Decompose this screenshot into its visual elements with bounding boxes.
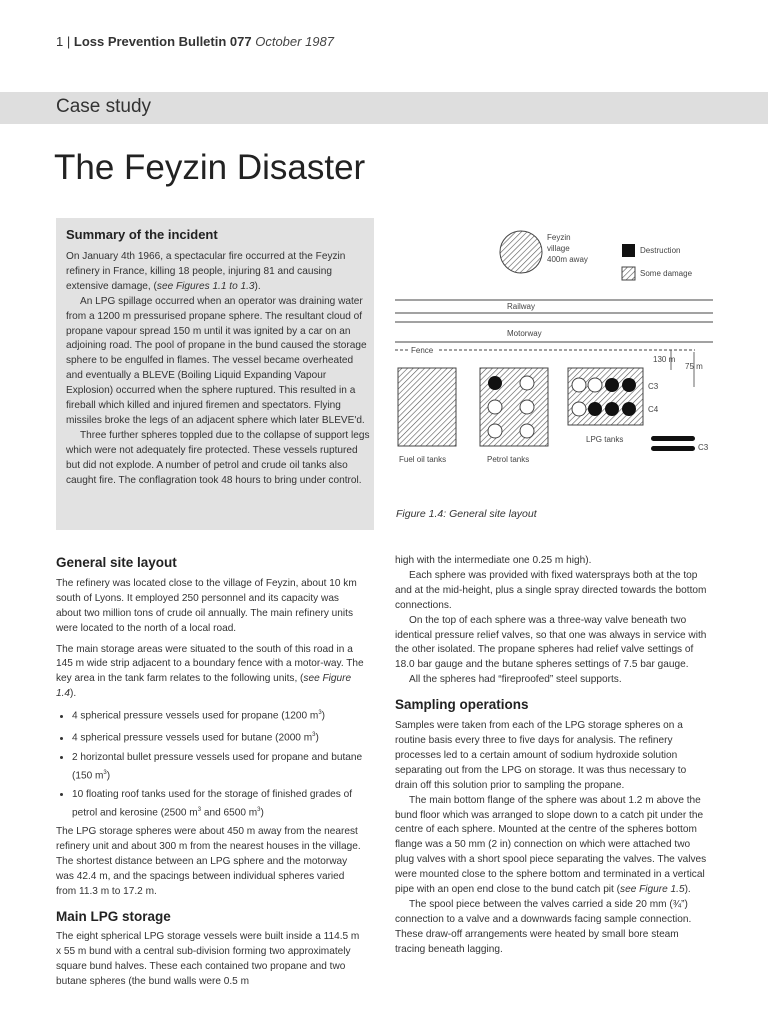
village-label: village (547, 244, 570, 253)
list-item-text: ) (321, 710, 326, 722)
list-item (72, 751, 366, 784)
feyzin-village-marker (500, 231, 542, 273)
fence-label: Fence (411, 346, 434, 355)
row-c4-label: C4 (648, 405, 659, 414)
list-item-text: 4 spherical pressure vessels used for propane (1200 m (72, 710, 319, 722)
legend-damage-swatch (622, 267, 635, 280)
section-heading: Main LPG storage (56, 908, 171, 924)
superscript: 3 (103, 769, 107, 776)
lpg-sphere (588, 378, 602, 392)
list-item-text: ) (260, 807, 264, 819)
petrol-tank-destroyed (488, 376, 502, 390)
legend-destruction-label: Destruction (640, 246, 681, 255)
lpg-sphere (572, 402, 586, 416)
storage-units-list (56, 706, 366, 821)
bullet-c3-label: C3 (698, 443, 709, 452)
summary-body (66, 250, 370, 489)
body-paragraph: high with the intermediate one 0.25 m high). (395, 555, 592, 566)
row-c3-label: C3 (648, 382, 659, 391)
legend-destruction-swatch (622, 244, 635, 257)
superscript: 3 (197, 806, 202, 813)
figure-reference: see Figures 1.1 to 1.3 (156, 280, 255, 292)
legend-damage-label: Some damage (640, 269, 693, 278)
body-paragraph (395, 794, 707, 898)
figure-caption: Figure 1.4: General site layout (396, 508, 537, 520)
summary-paragraph: Three further spheres toppled due to the collapse of support legs which were not adequately fire protected. These vessels ruptured but did not explode. A number of petrol and crude oil tanks also caught fire. The conflagration took 48 hours to bring under control. (66, 429, 370, 486)
railway-label: Railway (507, 302, 536, 311)
bullet-vessel (651, 436, 695, 441)
lpg-sphere-destroyed (622, 402, 636, 416)
petrol-tanks-label: Petrol tanks (487, 455, 530, 462)
petrol-tank (520, 376, 534, 390)
section-band (0, 92, 768, 124)
publication-date: October 1987 (255, 34, 334, 49)
site-layout-diagram (395, 222, 715, 462)
lpg-sphere-destroyed (605, 378, 619, 392)
body-paragraph: All the spheres had “fireproofed” steel supports. (409, 674, 622, 686)
section-label: Case study (56, 96, 152, 117)
summary-paragraph (66, 250, 370, 295)
body-text: ). (70, 688, 77, 700)
list-item (72, 706, 366, 724)
figure-reference: see Figure 1.5 (620, 884, 685, 896)
summary-text: ). (254, 280, 261, 292)
lpg-sphere (572, 378, 586, 392)
section-heading: Sampling operations (395, 697, 529, 713)
body-paragraph (56, 643, 366, 703)
fuel-oil-tanks-label: Fuel oil tanks (399, 455, 447, 462)
body-text: The main storage areas were situated to the south of this road in a 145 m wide strip adjacent to a boundary fence with a motor-way. The key area in the tank farm relates to the following units, ( (56, 643, 364, 685)
left-column (56, 556, 366, 990)
lpg-sphere-destroyed (622, 378, 636, 392)
fuel-oil-tanks-area (398, 368, 456, 446)
summary-paragraph: An LPG spillage occurred when an operator was draining water from a 1200 m pressurised propane sphere. The resultant cloud of propane vapour spread 150 m until it was ignited by a car on an adjoining road. The pool of propane in the bund caused the storage sphere to be engulfed in flames. The vessel became overheated and eventually a BLEVE (Boiling Liquid Expanding Vapour Explosion) occurred when the sphere ruptured. This resulted in a fireball which killed and injured firemen and spectators. Flying missiles broke the legs of an adjacent sphere which later BLEVE'd. (66, 295, 367, 426)
superscript: 3 (257, 806, 261, 813)
body-paragraph: Each sphere was provided with fixed watersprays both at the top and at the mid-height, plus a single spray directed towards the bottom connections. (395, 569, 707, 611)
body-text: The main bottom flange of the sphere was about 1.2 m above the bund floor which was arranged to slope down to a catch pit under the centre of each sphere. Mounted at the centre of the spheres bottom flange was a 50 mm (2 in) connection on which were attached two plug valves with a short spool piece separating the valves. The valves were mounted close to the sphere bottom and terminated in a vertical pipe with an open end close to the bund catch pit ( (395, 794, 707, 896)
body-paragraph: The eight spherical LPG storage vessels were built inside a 114.5 m x 55 m bund with a central sub-division forming two approximately square bund halves. These each contained two propane and two butane spheres (the bund walls were 0.5 m (56, 931, 360, 988)
lpg-sphere-destroyed (605, 402, 619, 416)
petrol-tank (520, 400, 534, 414)
superscript: 3 (312, 732, 316, 739)
page-number: 1 (56, 34, 64, 49)
running-header (56, 34, 334, 49)
publication-name: Loss Prevention Bulletin 077 (73, 34, 252, 49)
list-item (72, 728, 366, 746)
site-layout-figure (395, 222, 715, 467)
list-item-text: 4 spherical pressure vessels used for butane (2000 m (72, 732, 313, 744)
list-item (72, 788, 366, 821)
list-item-text: ) (315, 732, 319, 744)
summary-heading: Summary of the incident (66, 227, 218, 242)
list-item-text: ) (106, 769, 111, 781)
page-title: The Feyzin Disaster (54, 148, 366, 187)
lpg-sphere-destroyed (588, 402, 602, 416)
figure-reference: see Figure 1.4 (56, 673, 352, 700)
motorway-label: Motorway (507, 329, 542, 338)
superscript: 3 (318, 710, 322, 717)
body-paragraph: The refinery was located close to the village of Feyzin, about 10 km south of Lyons. It employed 250 personnel and its capacity was about two million tons of crude oil annually. The main refinery units were located to the north of a local road. (56, 577, 357, 634)
village-label: Feyzin (547, 233, 571, 242)
summary-text: On January 4th 1966, a spectacular fire occurred at the Feyzin refinery in France, killing 18 people, injuring 81 and causing extensive damage, ( (66, 251, 346, 292)
body-paragraph: The spool piece between the valves carried a side 20 mm (¾”) connection to a valve and a downwards facing sample connection. These draw-off arrangements were heated by small bore steam tracing beneath lagging. (395, 898, 692, 955)
bullet-vessel (651, 446, 695, 451)
body-text: ). (684, 884, 691, 896)
list-item-text: 2 horizontal bullet pressure vessels used for propane and butane (150 m (72, 751, 363, 781)
petrol-tank (520, 424, 534, 438)
section-heading: General site layout (56, 555, 177, 570)
petrol-tank (488, 424, 502, 438)
lpg-tanks-label: LPG tanks (586, 435, 624, 444)
summary-box (56, 218, 374, 530)
body-paragraph: Samples were taken from each of the LPG storage spheres on a routine basis every three to five days for analysis. The refinery processes led to a certain amount of sodium hydroxide solution separating out from the LPG on storage. It was thus necessary to drain off this solution prior to sampling the propane. (395, 720, 687, 791)
body-paragraph: On the top of each sphere was a three-way valve beneath two identical pressure relief valves, so that one was always in service with the other isolated. The propane spheres had relief valve settings of 18.0 bar gauge and the butane spheres settings of 7.5 bar gauge. (395, 614, 707, 671)
list-item-text: 10 floating roof tanks used for the storage of finished grades of petrol and kerosine (2500 m (72, 788, 352, 819)
header-separator: | (66, 34, 71, 49)
village-distance-label: 400m away (547, 255, 588, 264)
dimension-130-label: 130 m (653, 355, 676, 364)
dimension-75-label: 75 m (685, 362, 703, 371)
list-item-text: and 6500 m (201, 807, 258, 819)
petrol-tank (488, 400, 502, 414)
right-column (395, 554, 707, 958)
body-paragraph: The LPG storage spheres were about 450 m away from the nearest refinery unit and about 300 m from the nearest houses in the village. The shortest distance between an LPG sphere and the motorway was 42.4 m, and the spacings between individual spheres varied from 11.3 m to 17.2 m. (56, 826, 361, 897)
